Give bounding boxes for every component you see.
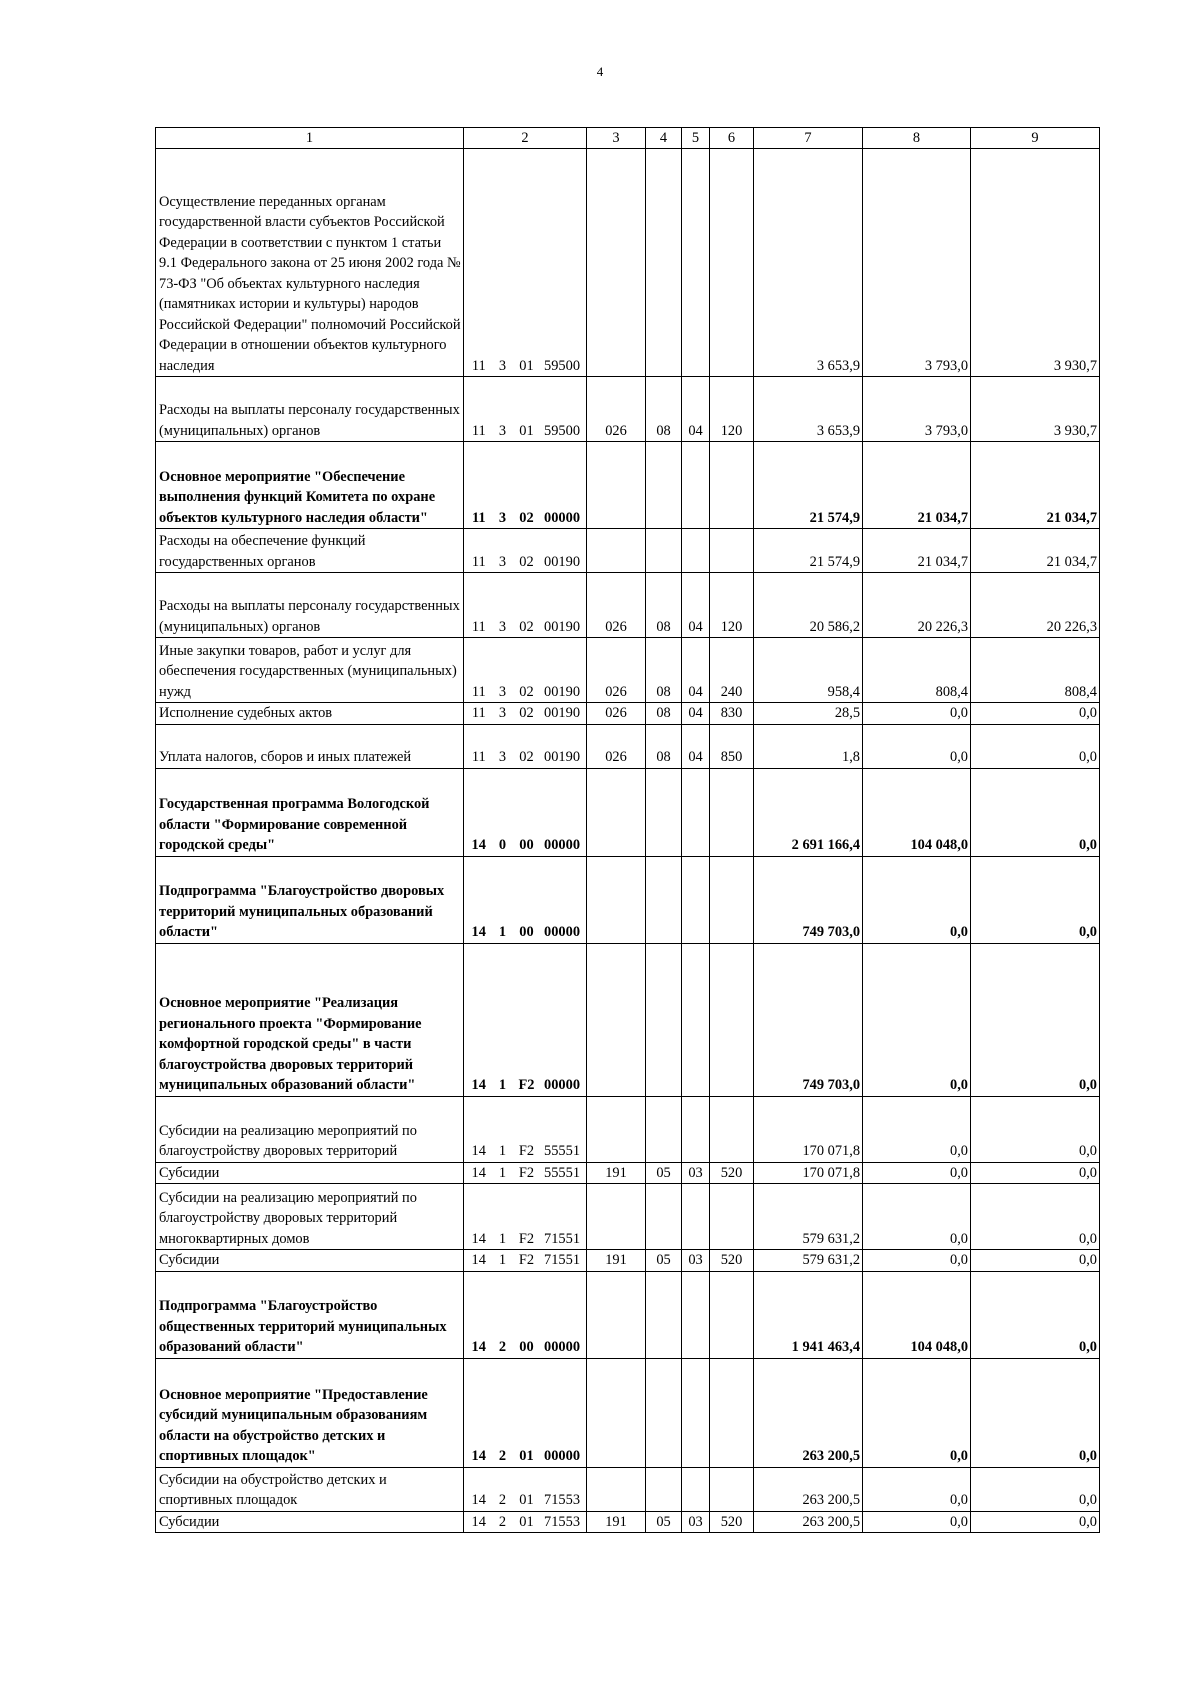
code-subprogram: 2 (494, 1511, 512, 1533)
code-subprogram: 3 (494, 724, 512, 768)
code-program: 14 (464, 856, 494, 943)
col-3 (587, 529, 646, 573)
value-col-8: 808,4 (863, 638, 971, 703)
col-4 (646, 1467, 682, 1511)
col-4 (646, 768, 682, 856)
col-3 (587, 1271, 646, 1358)
value-col-8: 0,0 (863, 1358, 971, 1467)
value-col-7: 3 653,9 (754, 149, 863, 377)
code-program: 11 (464, 724, 494, 768)
col-3 (587, 149, 646, 377)
col-6 (710, 1096, 754, 1162)
code-event: 01 (512, 149, 542, 377)
col-6: 850 (710, 724, 754, 768)
code-direction: 71551 (542, 1250, 587, 1272)
row-name: Субсидии (156, 1511, 464, 1533)
value-col-8: 104 048,0 (863, 1271, 971, 1358)
row-name: Субсидии (156, 1250, 464, 1272)
code-event: 01 (512, 1467, 542, 1511)
table-row (156, 1467, 1100, 1511)
table-row (156, 638, 1100, 703)
col-4 (646, 1358, 682, 1467)
table-row (156, 724, 1100, 768)
table-row (156, 442, 1100, 529)
col-5: 04 (682, 573, 710, 638)
code-subprogram: 3 (494, 529, 512, 573)
table-row (156, 1511, 1100, 1533)
table-row (156, 377, 1100, 442)
value-col-8: 0,0 (863, 724, 971, 768)
value-col-7: 21 574,9 (754, 529, 863, 573)
code-subprogram: 3 (494, 149, 512, 377)
header-col-4: 4 (646, 128, 682, 149)
code-subprogram: 3 (494, 442, 512, 529)
value-col-9: 0,0 (971, 1096, 1100, 1162)
row-name: Уплата налогов, сборов и иных платежей (156, 724, 464, 768)
header-col-8: 8 (863, 128, 971, 149)
table-row (156, 856, 1100, 943)
code-program: 11 (464, 149, 494, 377)
col-3 (587, 442, 646, 529)
code-subprogram: 1 (494, 1162, 512, 1184)
col-3 (587, 856, 646, 943)
code-direction: 00000 (542, 1271, 587, 1358)
row-name: Основное мероприятие "Реализация регионального проекта "Формирование комфортной городской среды" в части благоустройства дворовых территорий муниципальных образований области" (156, 943, 464, 1096)
code-direction: 55551 (542, 1162, 587, 1184)
code-subprogram: 3 (494, 377, 512, 442)
col-4: 05 (646, 1511, 682, 1533)
code-subprogram: 3 (494, 638, 512, 703)
col-6: 520 (710, 1511, 754, 1533)
code-program: 14 (464, 1467, 494, 1511)
col-5 (682, 856, 710, 943)
code-subprogram: 1 (494, 1184, 512, 1250)
col-4 (646, 943, 682, 1096)
code-event: F2 (512, 943, 542, 1096)
value-col-9: 0,0 (971, 1358, 1100, 1467)
code-program: 11 (464, 377, 494, 442)
code-program: 14 (464, 1511, 494, 1533)
table-row (156, 1271, 1100, 1358)
col-3: 026 (587, 638, 646, 703)
row-name: Подпрограмма "Благоустройство общественных территорий муниципальных образований области" (156, 1271, 464, 1358)
value-col-8: 21 034,7 (863, 529, 971, 573)
header-col-3: 3 (587, 128, 646, 149)
value-col-7: 749 703,0 (754, 856, 863, 943)
col-6 (710, 1271, 754, 1358)
value-col-9: 0,0 (971, 768, 1100, 856)
col-5 (682, 149, 710, 377)
code-direction: 55551 (542, 1096, 587, 1162)
col-5 (682, 1358, 710, 1467)
value-col-9: 808,4 (971, 638, 1100, 703)
row-name: Субсидии (156, 1162, 464, 1184)
value-col-9: 20 226,3 (971, 573, 1100, 638)
code-direction: 00190 (542, 529, 587, 573)
header-col-9: 9 (971, 128, 1100, 149)
value-col-9: 0,0 (971, 943, 1100, 1096)
code-event: F2 (512, 1184, 542, 1250)
col-5 (682, 943, 710, 1096)
table-row (156, 573, 1100, 638)
col-5 (682, 1096, 710, 1162)
header-col-6: 6 (710, 128, 754, 149)
value-col-7: 1,8 (754, 724, 863, 768)
value-col-8: 0,0 (863, 1250, 971, 1272)
col-3 (587, 1184, 646, 1250)
code-program: 11 (464, 442, 494, 529)
table-row (156, 529, 1100, 573)
col-6: 830 (710, 703, 754, 725)
col-3 (587, 943, 646, 1096)
code-subprogram: 2 (494, 1467, 512, 1511)
value-col-9: 21 034,7 (971, 442, 1100, 529)
col-3 (587, 768, 646, 856)
header-col-1: 1 (156, 128, 464, 149)
value-col-9: 0,0 (971, 1271, 1100, 1358)
value-col-9: 0,0 (971, 1467, 1100, 1511)
code-direction: 71553 (542, 1511, 587, 1533)
value-col-7: 170 071,8 (754, 1162, 863, 1184)
value-col-7: 749 703,0 (754, 943, 863, 1096)
code-direction: 00000 (542, 1358, 587, 1467)
value-col-8: 0,0 (863, 1511, 971, 1533)
code-program: 14 (464, 1184, 494, 1250)
table-row (156, 149, 1100, 377)
col-4 (646, 1096, 682, 1162)
table-row (156, 768, 1100, 856)
value-col-7: 3 653,9 (754, 377, 863, 442)
col-4 (646, 856, 682, 943)
value-col-9: 3 930,7 (971, 149, 1100, 377)
value-col-9: 0,0 (971, 724, 1100, 768)
row-name: Основное мероприятие "Обеспечение выполнения функций Комитета по охране объектов культурного наследия области" (156, 442, 464, 529)
value-col-8: 3 793,0 (863, 377, 971, 442)
code-direction: 00190 (542, 573, 587, 638)
code-event: 02 (512, 442, 542, 529)
budget-table (155, 127, 1100, 1533)
code-event: 02 (512, 638, 542, 703)
value-col-8: 20 226,3 (863, 573, 971, 638)
col-6 (710, 856, 754, 943)
code-program: 14 (464, 1250, 494, 1272)
table-row (156, 1184, 1100, 1250)
value-col-7: 20 586,2 (754, 573, 863, 638)
col-4 (646, 1271, 682, 1358)
col-5 (682, 768, 710, 856)
value-col-9: 0,0 (971, 1184, 1100, 1250)
col-5 (682, 529, 710, 573)
col-4: 08 (646, 573, 682, 638)
row-name: Осуществление переданных органам государственной власти субъектов Российской Федерации в соответствии с пунктом 1 статьи 9.1 Федерального закона от 25 июня 2002 года № 73-ФЗ "Об объектах культурного наследия (памятниках истории и культуры) народов Российской Федерации" полномочий Российской Федерации в отношении объектов культурного наследия (156, 149, 464, 377)
value-col-8: 0,0 (863, 856, 971, 943)
col-4: 05 (646, 1250, 682, 1272)
value-col-7: 21 574,9 (754, 442, 863, 529)
col-3: 026 (587, 377, 646, 442)
code-event: 00 (512, 1271, 542, 1358)
code-program: 11 (464, 529, 494, 573)
col-6 (710, 943, 754, 1096)
code-program: 14 (464, 768, 494, 856)
col-6 (710, 442, 754, 529)
table-row (156, 703, 1100, 725)
col-3: 191 (587, 1250, 646, 1272)
code-program: 14 (464, 1358, 494, 1467)
value-col-9: 0,0 (971, 1511, 1100, 1533)
col-5: 04 (682, 724, 710, 768)
code-subprogram: 1 (494, 1250, 512, 1272)
col-6 (710, 1358, 754, 1467)
value-col-7: 28,5 (754, 703, 863, 725)
col-6: 520 (710, 1162, 754, 1184)
header-col-2: 2 (464, 128, 587, 149)
col-5 (682, 1184, 710, 1250)
col-3: 026 (587, 573, 646, 638)
header-row (156, 128, 1100, 149)
code-direction: 00000 (542, 768, 587, 856)
value-col-7: 263 200,5 (754, 1467, 863, 1511)
value-col-7: 958,4 (754, 638, 863, 703)
code-subprogram: 3 (494, 573, 512, 638)
code-subprogram: 1 (494, 1096, 512, 1162)
row-name: Иные закупки товаров, работ и услуг для обеспечения государственных (муниципальных) нужд (156, 638, 464, 703)
value-col-9: 0,0 (971, 1162, 1100, 1184)
col-5 (682, 1271, 710, 1358)
value-col-8: 0,0 (863, 703, 971, 725)
code-direction: 00000 (542, 856, 587, 943)
code-subprogram: 2 (494, 1358, 512, 1467)
col-6 (710, 1184, 754, 1250)
col-5: 04 (682, 377, 710, 442)
col-5: 03 (682, 1511, 710, 1533)
value-col-9: 3 930,7 (971, 377, 1100, 442)
code-program: 11 (464, 573, 494, 638)
code-program: 11 (464, 703, 494, 725)
code-event: F2 (512, 1250, 542, 1272)
value-col-8: 3 793,0 (863, 149, 971, 377)
col-6: 240 (710, 638, 754, 703)
row-name: Подпрограмма "Благоустройство дворовых территорий муниципальных образований области" (156, 856, 464, 943)
code-event: 00 (512, 768, 542, 856)
col-6 (710, 1467, 754, 1511)
value-col-8: 0,0 (863, 1096, 971, 1162)
col-3 (587, 1096, 646, 1162)
table-row (156, 943, 1100, 1096)
code-direction: 00000 (542, 442, 587, 529)
value-col-8: 0,0 (863, 943, 971, 1096)
row-name: Основное мероприятие "Предоставление субсидий муниципальным образованиям области на обустройство детских и спортивных площадок" (156, 1358, 464, 1467)
col-4: 08 (646, 703, 682, 725)
code-event: 02 (512, 529, 542, 573)
col-5: 04 (682, 638, 710, 703)
code-direction: 00190 (542, 724, 587, 768)
code-event: 02 (512, 573, 542, 638)
table-row (156, 1162, 1100, 1184)
code-event: 01 (512, 377, 542, 442)
col-4 (646, 442, 682, 529)
col-6 (710, 529, 754, 573)
code-event: 02 (512, 724, 542, 768)
value-col-9: 0,0 (971, 856, 1100, 943)
code-program: 14 (464, 1271, 494, 1358)
code-event: 01 (512, 1511, 542, 1533)
col-5 (682, 442, 710, 529)
col-3: 026 (587, 724, 646, 768)
row-name: Расходы на обеспечение функций государственных органов (156, 529, 464, 573)
code-subprogram: 2 (494, 1271, 512, 1358)
header-col-5: 5 (682, 128, 710, 149)
code-direction: 00000 (542, 943, 587, 1096)
col-3: 191 (587, 1162, 646, 1184)
code-program: 11 (464, 638, 494, 703)
col-6: 120 (710, 573, 754, 638)
table-row (156, 1096, 1100, 1162)
code-direction: 00190 (542, 703, 587, 725)
col-3: 026 (587, 703, 646, 725)
col-4: 08 (646, 377, 682, 442)
col-4: 08 (646, 638, 682, 703)
col-3 (587, 1358, 646, 1467)
value-col-7: 263 200,5 (754, 1358, 863, 1467)
code-program: 14 (464, 943, 494, 1096)
table-row (156, 1250, 1100, 1272)
row-name: Субсидии на реализацию мероприятий по благоустройству дворовых территорий многоквартирных домов (156, 1184, 464, 1250)
code-direction: 71551 (542, 1184, 587, 1250)
col-6 (710, 149, 754, 377)
col-6 (710, 768, 754, 856)
value-col-8: 21 034,7 (863, 442, 971, 529)
value-col-7: 1 941 463,4 (754, 1271, 863, 1358)
code-direction: 00190 (542, 638, 587, 703)
col-6: 120 (710, 377, 754, 442)
col-5: 04 (682, 703, 710, 725)
value-col-9: 21 034,7 (971, 529, 1100, 573)
code-event: F2 (512, 1162, 542, 1184)
col-6: 520 (710, 1250, 754, 1272)
col-4: 05 (646, 1162, 682, 1184)
code-event: F2 (512, 1096, 542, 1162)
value-col-7: 579 631,2 (754, 1184, 863, 1250)
col-4 (646, 529, 682, 573)
col-5 (682, 1467, 710, 1511)
row-name: Субсидии на реализацию мероприятий по благоустройству дворовых территорий (156, 1096, 464, 1162)
code-subprogram: 0 (494, 768, 512, 856)
value-col-7: 263 200,5 (754, 1511, 863, 1533)
code-subprogram: 1 (494, 856, 512, 943)
row-name: Расходы на выплаты персоналу государственных (муниципальных) органов (156, 573, 464, 638)
col-4 (646, 1184, 682, 1250)
col-3 (587, 1467, 646, 1511)
value-col-8: 0,0 (863, 1467, 971, 1511)
code-program: 14 (464, 1162, 494, 1184)
value-col-8: 104 048,0 (863, 768, 971, 856)
code-event: 00 (512, 856, 542, 943)
code-direction: 59500 (542, 377, 587, 442)
header-col-7: 7 (754, 128, 863, 149)
col-4 (646, 149, 682, 377)
code-event: 01 (512, 1358, 542, 1467)
value-col-9: 0,0 (971, 703, 1100, 725)
value-col-7: 2 691 166,4 (754, 768, 863, 856)
value-col-7: 579 631,2 (754, 1250, 863, 1272)
value-col-8: 0,0 (863, 1184, 971, 1250)
code-program: 14 (464, 1096, 494, 1162)
code-subprogram: 3 (494, 703, 512, 725)
col-5: 03 (682, 1250, 710, 1272)
value-col-9: 0,0 (971, 1250, 1100, 1272)
col-4: 08 (646, 724, 682, 768)
code-direction: 59500 (542, 149, 587, 377)
row-name: Расходы на выплаты персоналу государственных (муниципальных) органов (156, 377, 464, 442)
code-subprogram: 1 (494, 943, 512, 1096)
row-name: Субсидии на обустройство детских и спортивных площадок (156, 1467, 464, 1511)
code-direction: 71553 (542, 1467, 587, 1511)
value-col-7: 170 071,8 (754, 1096, 863, 1162)
row-name: Исполнение судебных актов (156, 703, 464, 725)
row-name: Государственная программа Вологодской области "Формирование современной городской среды" (156, 768, 464, 856)
table-row (156, 1358, 1100, 1467)
col-5: 03 (682, 1162, 710, 1184)
page-number: 4 (596, 64, 604, 79)
value-col-8: 0,0 (863, 1162, 971, 1184)
code-event: 02 (512, 703, 542, 725)
col-3: 191 (587, 1511, 646, 1533)
